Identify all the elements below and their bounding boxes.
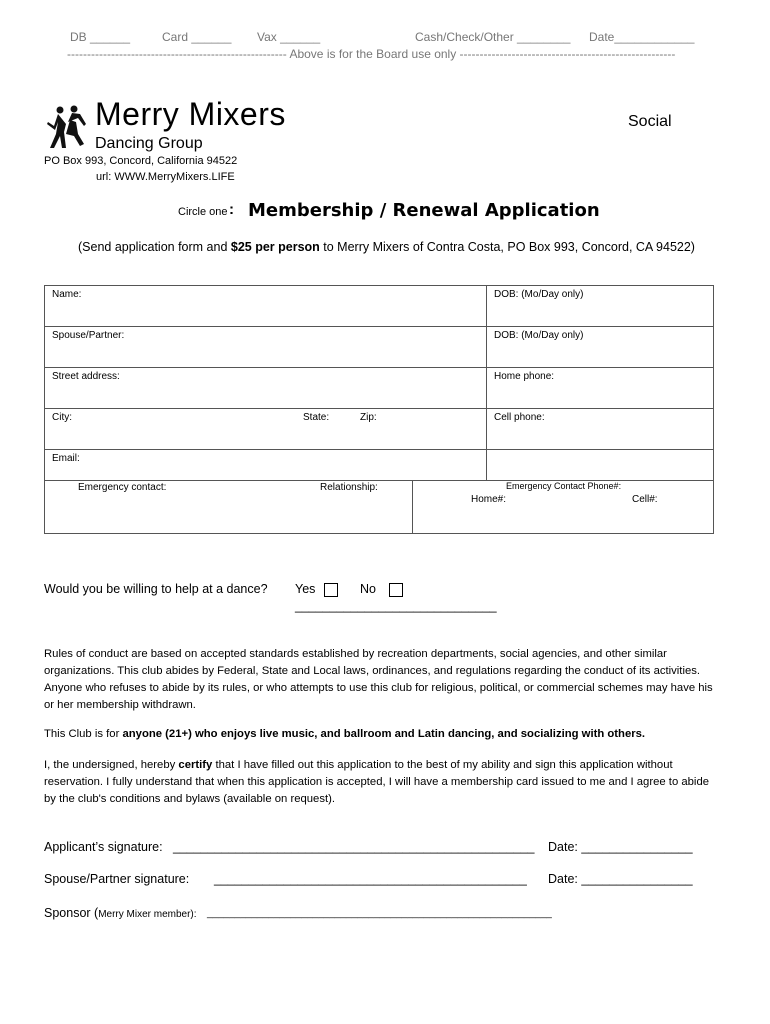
office-db: DB ______: [70, 30, 131, 44]
sponsor-label: [44, 906, 197, 920]
dancing-couple-icon: [44, 104, 88, 150]
cell-phone-field[interactable]: [487, 409, 714, 450]
applicant-signature-label: Applicant’s signature:: [44, 840, 163, 854]
dob-field[interactable]: [487, 286, 714, 327]
no-label: No: [360, 582, 376, 596]
instructions-prefix: (Send application form and: [78, 240, 231, 254]
office-card: Card ______: [162, 30, 232, 44]
cell-phone-label: Cell phone:: [494, 412, 545, 423]
zip-label: Zip:: [360, 412, 377, 423]
yes-label: Yes: [295, 582, 316, 596]
city-state-zip-field[interactable]: [45, 409, 487, 450]
certify-suffix: that I have filled out this application to the best of my ability and sign this application without reservation. I fully understand that when this application is accepted, I will have a membership card issued to me and I agree to abide by the club's conditions and bylaws (available on request).: [44, 759, 710, 805]
applicant-signature-line[interactable]: ____________________________________________________: [173, 840, 535, 854]
sponsor-label-main: Sponsor (: [44, 906, 99, 920]
sponsor-signature-line[interactable]: ______________________________________________________________: [207, 908, 552, 919]
club-address: PO Box 993, Concord, California 94522: [44, 155, 238, 167]
instructions: [78, 240, 695, 254]
office-payment: Cash/Check/Other ________: [415, 30, 571, 44]
certification-paragraph: [44, 757, 724, 808]
circle-one-label: Circle one: [178, 206, 228, 218]
club-purpose: [44, 726, 724, 743]
applicant-date-field[interactable]: Date: ________________: [548, 840, 693, 854]
spouse-date-field[interactable]: Date: ________________: [548, 872, 693, 886]
club-name: Merry Mixers: [95, 96, 286, 132]
spouse-dob-label: DOB: (Mo/Day only): [494, 330, 584, 341]
spouse-field[interactable]: [45, 327, 487, 368]
spouse-signature-line[interactable]: _____________________________________________: [214, 872, 527, 886]
club-url: url: WWW.MerryMixers.LIFE: [96, 171, 235, 183]
rules-paragraph: Rules of conduct are based on accepted standards established by recreation departments, social agencies, and other similar organizations. This club abides by Federal, State and Local laws, ordinances, and regulations regarding the conduct of its activities. Anyone who refuses to abide by its rules, or who attempts to use this club for religious, political, or commercial schemes may have his or her membership withdrawn.: [44, 648, 713, 711]
emergency-phone-label: Emergency Contact Phone#:: [506, 481, 622, 491]
emergency-contact-label[interactable]: Emergency contact:: [78, 482, 167, 493]
email-label: Email:: [52, 453, 80, 464]
street-label: Street address:: [52, 371, 120, 382]
no-checkbox[interactable]: [389, 583, 403, 597]
spouse-signature-label: Spouse/Partner signature:: [44, 872, 190, 886]
sponsor-label-small: Merry Mixer member):: [98, 909, 197, 920]
emergency-home-label[interactable]: Home#:: [471, 494, 507, 505]
office-vax: Vax ______: [257, 30, 321, 44]
name-field[interactable]: [45, 286, 487, 327]
board-use-note: ------------------------------------------------------- Above is for the Board use only ------------------------------------------------------: [67, 47, 676, 61]
home-phone-field[interactable]: [487, 368, 714, 409]
instructions-suffix: to Merry Mixers of Contra Costa, PO Box 993, Concord, CA 94522): [319, 240, 695, 254]
application-form-table: [44, 285, 714, 534]
name-label: Name:: [52, 289, 82, 300]
dob-label: DOB: (Mo/Day only): [494, 289, 584, 300]
emergency-cell-label[interactable]: Cell#:: [632, 494, 658, 505]
certify-prefix: I, the undersigned, hereby: [44, 759, 179, 771]
club-subtitle: Dancing Group: [95, 135, 203, 152]
certify-bold: certify: [178, 759, 213, 771]
fee-amount: $25 per person: [230, 240, 320, 254]
street-field[interactable]: [45, 368, 487, 409]
email-field[interactable]: [45, 450, 487, 481]
home-phone-label: Home phone:: [494, 371, 555, 382]
spouse-label: Spouse/Partner:: [52, 330, 125, 341]
title-colon: :: [229, 201, 234, 218]
office-date: Date____________: [589, 30, 695, 44]
help-answer-line[interactable]: _____________________________: [295, 599, 497, 613]
emergency-divider: [412, 481, 413, 533]
relationship-label[interactable]: Relationship:: [320, 482, 378, 493]
club-purpose-prefix: This Club is for: [44, 728, 123, 740]
email-extra-cell: [487, 450, 714, 481]
form-title: Membership / Renewal Application: [248, 200, 600, 221]
spouse-dob-field[interactable]: [487, 327, 714, 368]
category-label: Social: [628, 113, 672, 130]
help-question: Would you be willing to help at a dance?: [44, 582, 268, 596]
emergency-row: [45, 481, 714, 534]
state-label: State:: [303, 412, 330, 423]
city-label: City:: [52, 412, 72, 423]
yes-checkbox[interactable]: [324, 583, 338, 597]
club-purpose-bold: anyone (21+) who enjoys live music, and ballroom and Latin dancing, and socializing with others.: [122, 728, 646, 740]
